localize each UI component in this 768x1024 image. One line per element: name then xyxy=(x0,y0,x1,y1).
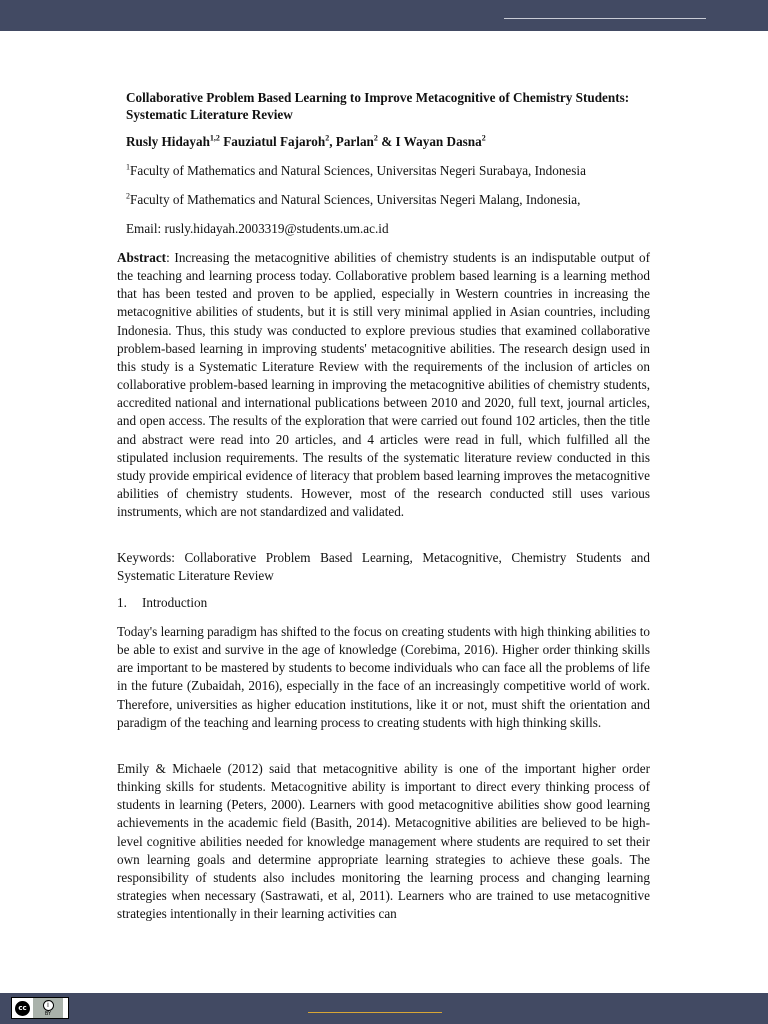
author-affiliation-mark: 2 xyxy=(325,133,330,143)
introduction-paragraph-1: Today's learning paradigm has shifted to the focus on creating students with high thinking abilities to be able to exist and survive in the age of knowledge (Corebima, 2016). Higher order thinking skills are important to be mastered by students to become individuals who can face all the problems of life in the future (Zubaidah, 2016), especially in the face of an increasingly competitive world of work. Therefore, universities as higher education institutions, like it or not, must shift the orientation and paradigm of the teaching and learning process to creating students with high thinking skills. xyxy=(117,624,650,730)
section-number: 1. xyxy=(117,595,127,610)
cc-by-panel xyxy=(33,998,63,1018)
author-affiliation-mark: 1,2 xyxy=(209,133,220,143)
abstract xyxy=(117,249,650,521)
abstract-text: : Increasing the metacognitive abilities of chemistry students is an indisputable output of the teaching and learning process today. Collaborative problem based learning is a learning method that has been tested and proven to be applied, especially in Western countries in increasing the metacognitive abilities of students, but it is still very minimal applied in Asian countries, including Indonesia. Thus, this study was conducted to explore previous studies that examined collaborative problem-based learning in improving students' metacognitive abilities. The research design used in this study is a Systematic Literature Review with the requirements of the inclusion of articles on collaborative problem-based learning in improving the metacognitive abilities of chemistry students, accredited national and international publications between 2010 and 2020, full text, journal articles, and open access. The results of the exploration that were carried out found 102 articles, then the title and abstract were read into 20 articles, and 4 articles were read in full, which fulfilled all the stipulated inclusion requirements. The results of the systematic literature review conducted in this study provide empirical evidence of literacy that problem based learning improves the metacognitive abilities of chemistry students. However, most of the research conducted still uses various instruments, which are not standardized and validated. xyxy=(117,250,650,520)
affiliation-1 xyxy=(126,162,650,180)
top-header-bar xyxy=(0,0,768,31)
creative-commons-by-icon xyxy=(11,997,69,1019)
affiliation-text: Faculty of Mathematics and Natural Sciences, Universitas Negeri Malang, Indonesia, xyxy=(130,192,581,207)
header-rule xyxy=(504,18,706,19)
author-name: Fauziatul Fajaroh xyxy=(223,134,326,149)
abstract-label: Abstract xyxy=(117,250,167,265)
introduction-paragraph-2: Emily & Michaele (2012) said that metacognitive ability is one of the important higher order thinking skills for students. Metacognitive ability is important to direct every thinking process of students in learning (Peters, 2000). Learners with good metacognitive abilities show good learning achievements in the academic field (Basith, 2014). Metacognitive abilities are believed to be high-level cognitive abilities needed for knowledge management where students are required to set their own learning goals and determine appropriate learning strategies to achieve these goals. The responsibility of students also includes monitoring the learning process and changing learning strategies when necessary (Sastrawati, et al, 2011). Learners who are trained to use metacognitive strategies intentionally in their learning activities can xyxy=(117,761,650,922)
author-name: Parlan xyxy=(335,134,374,149)
person-icon: i xyxy=(43,1000,54,1011)
bottom-footer-bar xyxy=(0,993,768,1024)
cc-by-label: BY xyxy=(44,1010,52,1017)
affiliation-text: Faculty of Mathematics and Natural Sciences, Universitas Negeri Surabaya, Indonesia xyxy=(130,163,586,178)
cc-circle-icon: cc xyxy=(15,1001,30,1016)
author-affiliation-mark: 2 xyxy=(373,133,378,143)
author-email: Email: rusly.hidayah.2003319@students.um.ac.id xyxy=(126,221,389,236)
affiliation-mark: 1 xyxy=(126,162,130,172)
author-list xyxy=(126,133,650,151)
affiliation-mark: 2 xyxy=(126,191,130,201)
section-heading-introduction xyxy=(117,594,650,612)
footer-rule xyxy=(308,1012,442,1013)
paper-title: Collaborative Problem Based Learning to Improve Metacognitive of Chemistry Students: Systematic Literature Review xyxy=(126,90,630,122)
author-separator: , xyxy=(329,134,336,149)
author-separator: & xyxy=(377,134,396,149)
affiliation-2 xyxy=(126,191,650,209)
author-affiliation-mark: 2 xyxy=(481,133,486,143)
section-title: Introduction xyxy=(142,595,208,610)
author-name: Rusly Hidayah xyxy=(126,134,210,149)
author-name: I Wayan Dasna xyxy=(395,134,482,149)
keywords: Keywords: Collaborative Problem Based Learning, Metacognitive, Chemistry Students and Systematic Literature Review xyxy=(117,550,650,584)
